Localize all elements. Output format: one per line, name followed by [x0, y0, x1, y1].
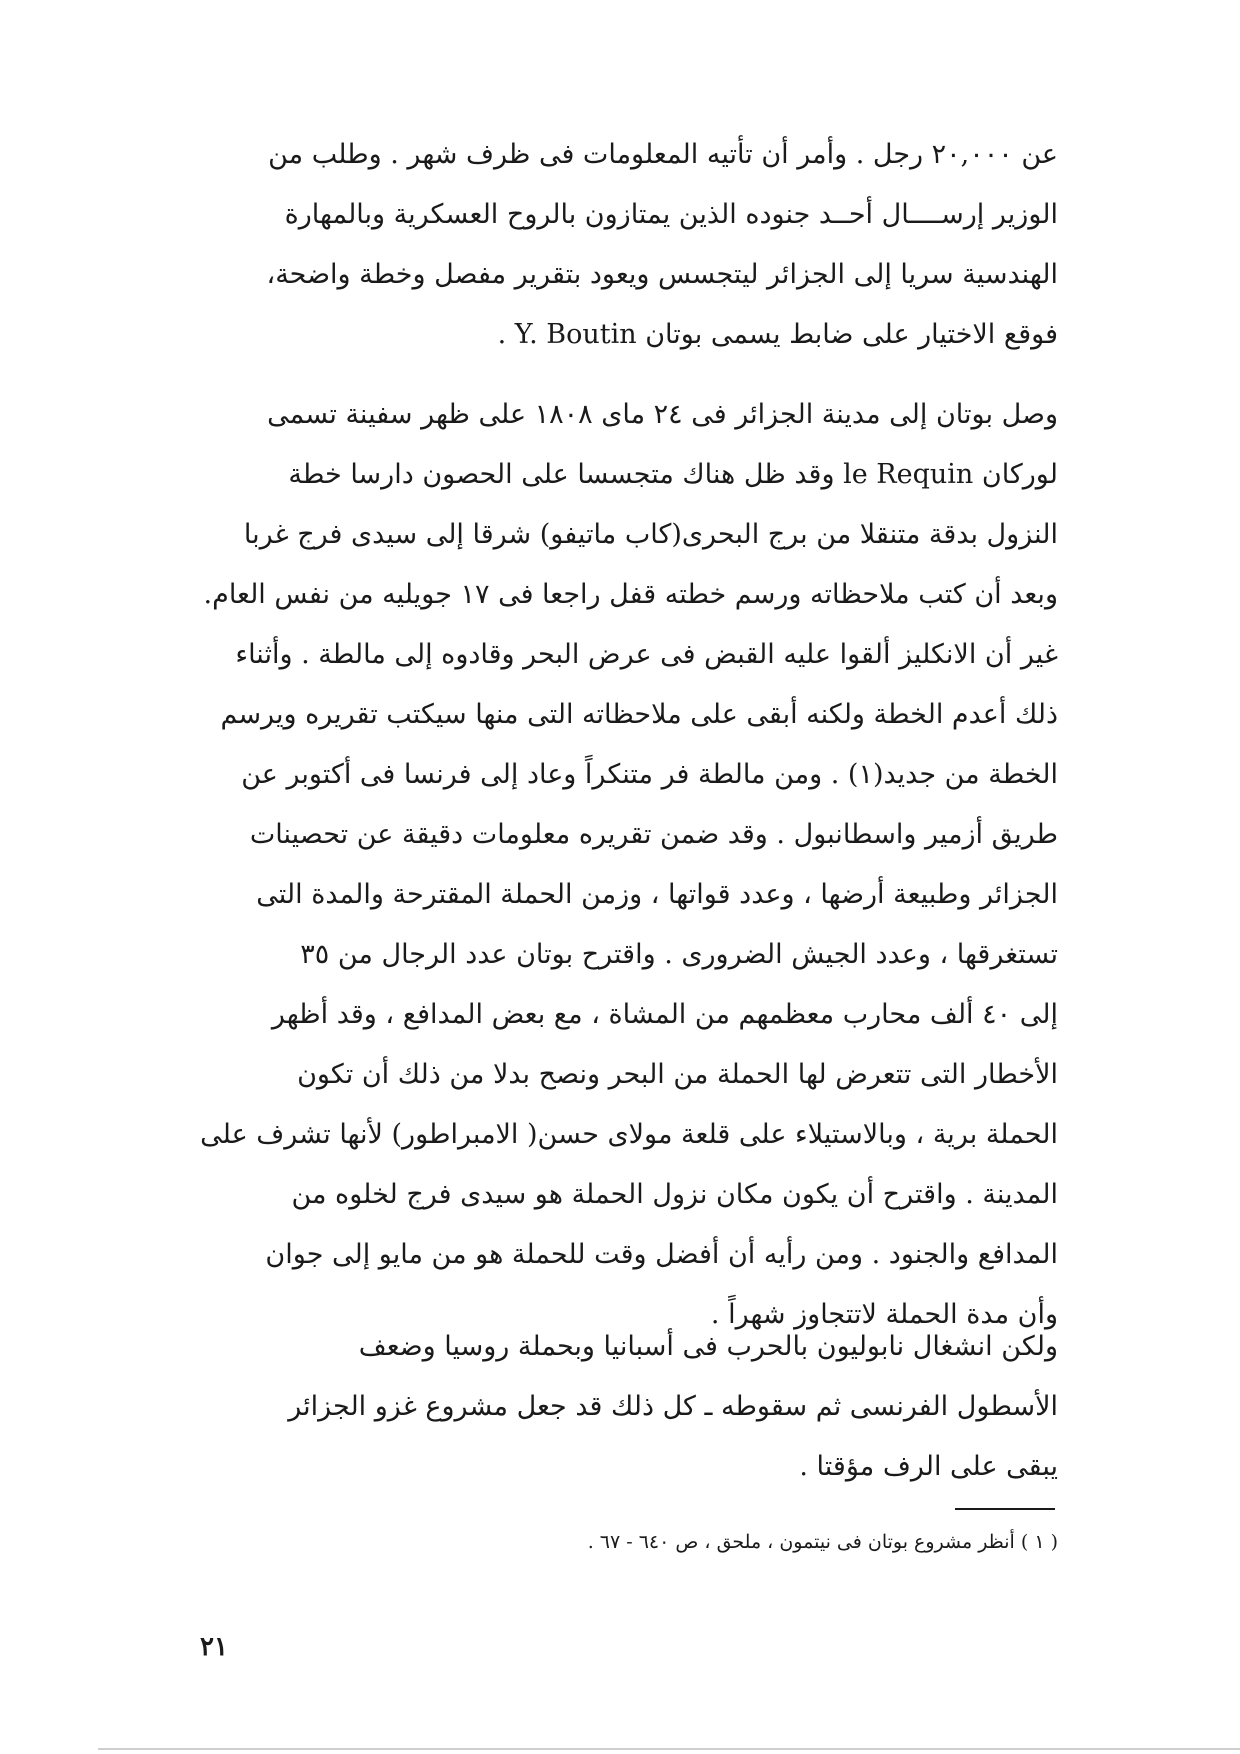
text-line: الخطة من جديد(١) . ومن مالطة فر متنكراً وعاد إلى فرنسا فى أكتوبر عن: [241, 759, 1058, 790]
text-line: الجزائر وطبيعة أرضها ، وعدد قواتها ، وزمن الحملة المقترحة والمدة التى: [256, 879, 1058, 910]
text-line: النزول بدقة متنقلا من برج البحرى(كاب ماتيفو) شرقا إلى سيدى فرج غربا: [243, 519, 1058, 550]
footnote: ( ١ ) أنظر مشروع بوتان فى نيتمون ، ملحق ، ص ٦٤٠ - ٦٧ .: [587, 1531, 1058, 1553]
page-number: ٢١: [200, 1632, 228, 1662]
text-line: وصل بوتان إلى مدينة الجزائر فى ٢٤ ماى ١٨٠٨ على ظهر سفينة تسمى: [267, 399, 1058, 430]
paragraph-3: [182, 1317, 1058, 1497]
text-line: الأسطول الفرنسى ثم سقوطه ـ كل ذلك قد جعل مشروع غزو الجزائر: [288, 1391, 1058, 1422]
text-line: وبعد أن كتب ملاحظاته ورسم خطته قفل راجعا فى ١٧ جويليه من نفس العام.: [203, 579, 1058, 610]
text-line: وأن مدة الحملة لاتتجاوز شهراً .: [710, 1299, 1058, 1330]
text-line: لوركان le Requin وقد ظل هناك متجسسا على الحصون دارسا خطة: [288, 459, 1058, 490]
page-bottom-edge: [98, 1748, 1240, 1750]
text-line: غير أن الانكليز ألقوا عليه القبض فى عرض البحر وقادوه إلى مالطة . وأثناء: [235, 639, 1058, 670]
text-line: الوزير إرســــال أحــد جنوده الذين يمتازون بالروح العسكرية وبالمهارة: [284, 199, 1058, 230]
text-line: طريق أزمير واسطانبول . وقد ضمن تقريره معلومات دقيقة عن تحصينات: [249, 819, 1058, 850]
paragraph-2: [182, 385, 1058, 1345]
text-line: إلى ٤٠ ألف محارب معظمهم من المشاة ، مع بعض المدافع ، وقد أظهر: [271, 999, 1058, 1030]
text-line: المدافع والجنود . ومن رأيه أن أفضل وقت للحملة هو من مايو إلى جوان: [265, 1239, 1058, 1270]
paragraph-1: [182, 125, 1058, 365]
footnote-divider: [955, 1508, 1055, 1510]
text-line: يبقى على الرف مؤقتا .: [799, 1451, 1058, 1482]
text-line: ولكن انشغال نابوليون بالحرب فى أسبانيا وبحملة روسيا وضعف: [358, 1331, 1058, 1362]
text-line: تستغرقها ، وعدد الجيش الضرورى . واقترح بوتان عدد الرجال من ٣٥: [300, 939, 1058, 970]
text-line: عن ٢٠,٠٠٠ رجل . وأمر أن تأتيه المعلومات فى ظرف شهر . وطلب من: [268, 139, 1058, 170]
text-line: الأخطار التى تتعرض لها الحملة من البحر ونصح بدلا من ذلك أن تكون: [297, 1059, 1058, 1090]
text-line: المدينة . واقترح أن يكون مكان نزول الحملة هو سيدى فرج لخلوه من: [291, 1179, 1058, 1210]
text-line: الحملة برية ، وبالاستيلاء على قلعة مولاى حسن( الامبراطور) لأنها تشرف على: [200, 1119, 1058, 1150]
text-line: فوقع الاختيار على ضابط يسمى بوتان Y. Boutin .: [497, 319, 1058, 350]
text-line: الهندسية سريا إلى الجزائر ليتجسس ويعود بتقرير مفصل وخطة واضحة،: [266, 259, 1058, 290]
text-line: ذلك أعدم الخطة ولكنه أبقى على ملاحظاته التى منها سيكتب تقريره ويرسم: [220, 699, 1058, 730]
